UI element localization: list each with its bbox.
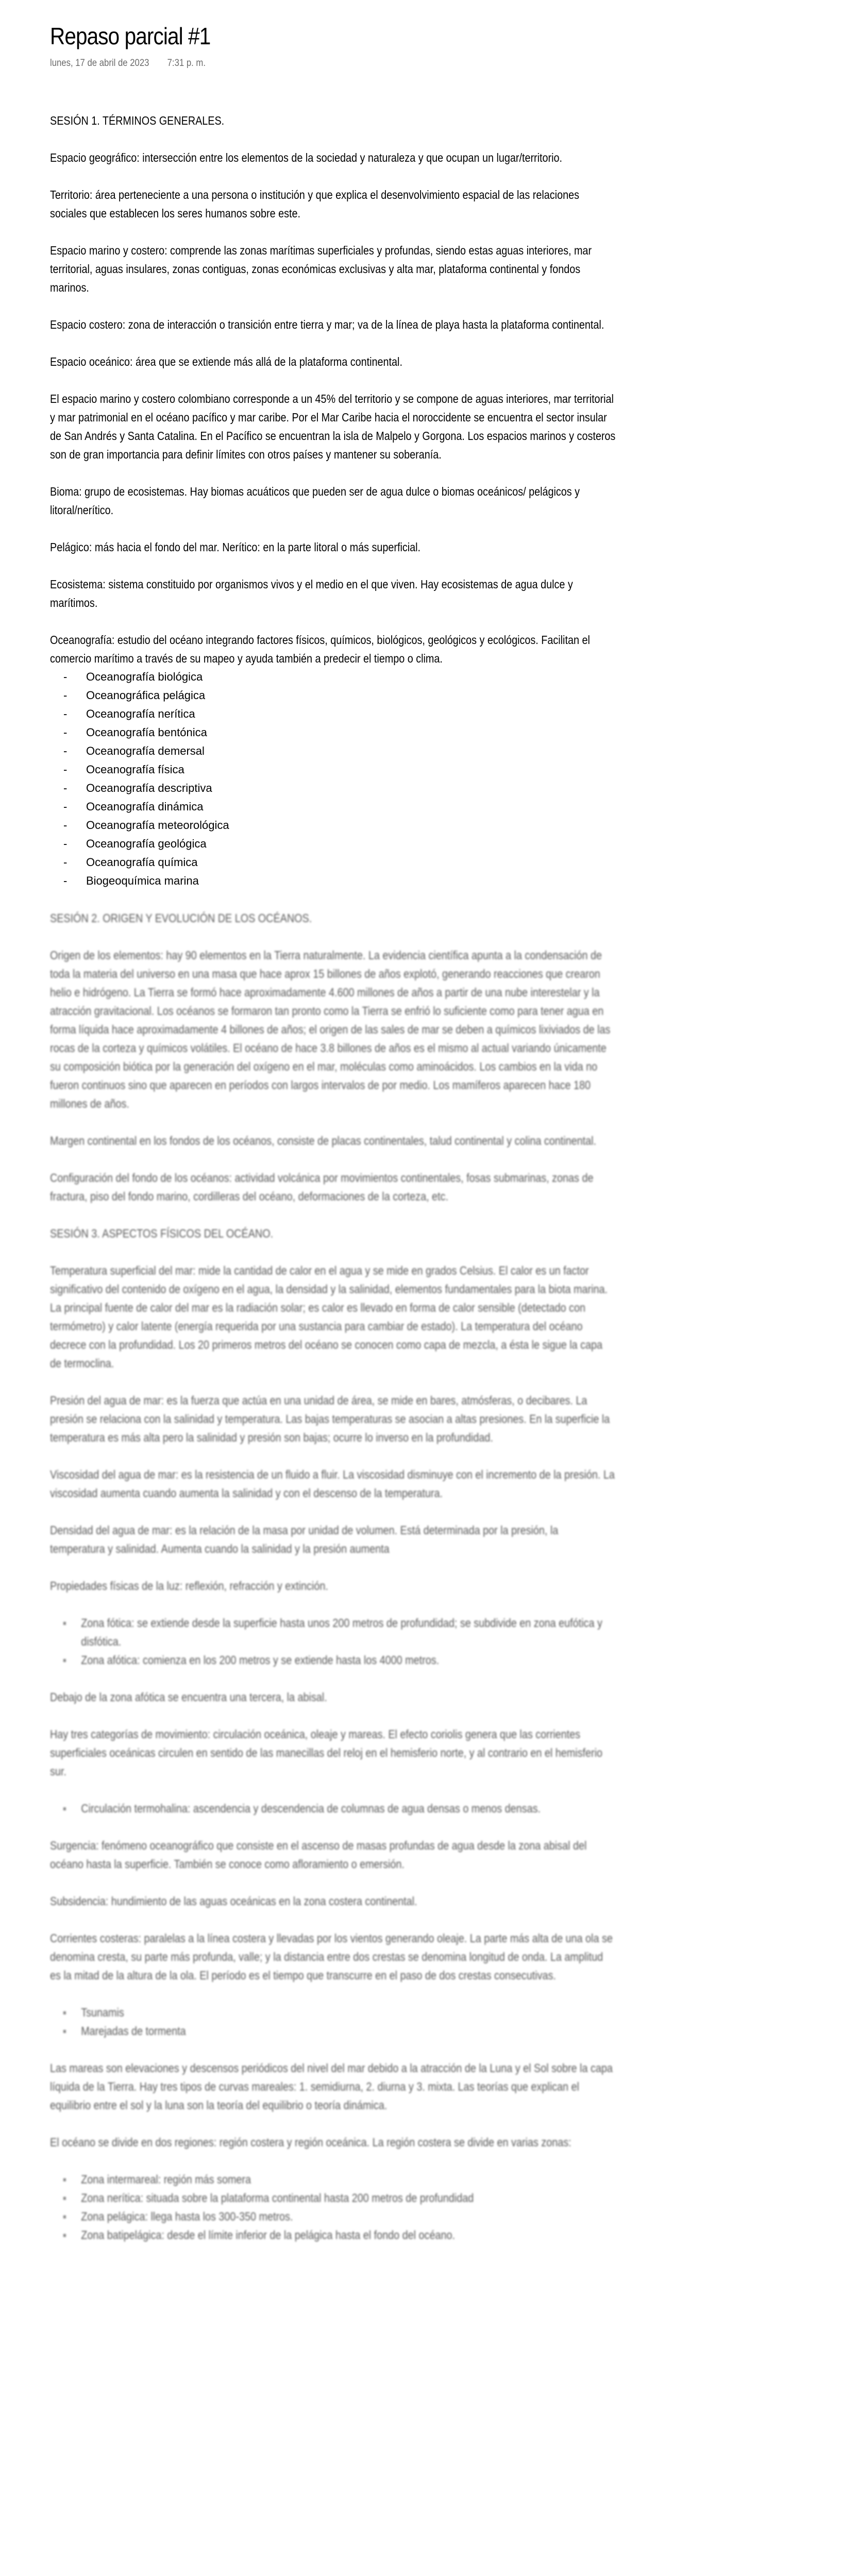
square-bullet-icon <box>63 1622 66 1625</box>
list-item: Zona fótica: se extiende desde la superficie hasta unos 200 metros de profundidad; se subdivide en zona eufótica y disfótica. <box>50 1614 608 1651</box>
list-item: - Biogeoquímica marina <box>50 872 617 890</box>
list-item: - Oceanografía biológica <box>50 668 617 686</box>
dash-bullet-icon: - <box>63 837 68 850</box>
paragraph-presion: Presión del agua de mar: es la fuerza que actúa en una unidad de área, se mide en bares, atmósferas, o decibares. La presión se relaciona con la salinidad y temperatura. Las bajas temperaturas se asocian a altas presiones. En la superficie la temperatura es más alta pero la salinidad y presión son bajas; ocurre lo inverso en la profundidad. <box>50 1394 610 1444</box>
circulation-list <box>50 1799 617 1818</box>
square-bullet-icon <box>63 2011 66 2014</box>
list-item: Marejadas de tormenta <box>50 2022 608 2040</box>
paragraph-subsidencia: Subsidencia: hundimiento de las aguas oceánicas en la zona costera continental. <box>50 1894 417 1908</box>
square-bullet-icon <box>63 2215 66 2218</box>
dash-bullet-icon: - <box>63 670 68 683</box>
list-item: - Oceanografía nerítica <box>50 705 617 723</box>
paragraph-mareas: Las mareas son elevaciones y descensos periódicos del nivel del mar debido a la atracción de la Luna y el Sol sobre la capa líquida de la Tierra. Hay tres tipos de curvas mareales: 1. semidiurna, 2. diurna y 3. mixta. Las teorías que explican el equilibrio entre el sol y la luna son la teoría del equilibrio o teoría dinámica. <box>50 2061 613 2112</box>
square-bullet-icon <box>63 2234 66 2237</box>
note-date: lunes, 17 de abril de 2023 <box>50 58 149 69</box>
list-item: - Oceanográfica pelágica <box>50 686 617 705</box>
paragraph-configuracion-fondo: Configuración del fondo de los océanos: actividad volcánica por movimientos continentales, fosas submarinas, zonas de fractura, piso del fondo marino, cordilleras del océano, deformaciones de la corteza, etc. <box>50 1171 594 1203</box>
paragraph-espacio-colombiano: El espacio marino y costero colombiano corresponde a un 45% del territorio y se compone de aguas interiores, mar territorial y mar patrimonial en el océano pacífico y mar caribe. Por el Mar Caribe hacia el noroccidente se encuentra el sector insular de San Andrés y Santa Catalina. En el Pacífico se encuentran la isla de Malpelo y Gorgona. Los espacios marinos y costeros son de gran importancia para definir límites con otros países y mantener su soberanía. <box>50 392 616 461</box>
list-item: - Oceanografía física <box>50 760 617 779</box>
list-item: - Oceanografía meteorológica <box>50 816 617 835</box>
dash-bullet-icon: - <box>63 819 68 832</box>
paragraph-densidad: Densidad del agua de mar: es la relación de la masa por unidad de volumen. Está determinada por la presión, la temperatura y salinidad. Aumenta cuando la salinidad y la presión aumenta <box>50 1523 559 1555</box>
dash-bullet-icon: - <box>63 689 68 702</box>
dash-bullet-icon: - <box>63 763 68 776</box>
list-item: - Oceanografía química <box>50 853 617 872</box>
paragraph-movimiento: Hay tres categorías de movimiento: circulación oceánica, oleaje y mareas. El efecto coriolis genera que las corrientes superficiales oceánicas circulen en sentido de las manecillas del reloj en el hemisferio norte, y al contrario en el hemisferio sur. <box>50 1727 602 1778</box>
paragraph-propiedades-luz: Propiedades físicas de la luz: reflexión, refracción y extinción. <box>50 1579 328 1592</box>
paragraph-espacio-costero: Espacio costero: zona de interacción o transición entre tierra y mar; va de la línea de playa hasta la plataforma continental. <box>50 318 604 331</box>
dash-bullet-icon: - <box>63 744 68 757</box>
paragraph-espacio-oceanico: Espacio oceánico: área que se extiende más allá de la plataforma continental. <box>50 355 402 368</box>
section-2-heading: SESIÓN 2. ORIGEN Y EVOLUCIÓN DE LOS OCÉANOS. <box>50 911 312 925</box>
paragraph-origen-elementos: Origen de los elementos: hay 90 elementos en la Tierra naturalmente. La evidencia científica apunta a la condensación de toda la materia del universo en una masa que hace aprox 15 billones de años explotó, generando reacciones que crearon helio e hidrógeno. La Tierra se formó hace aproximadamente 4.600 millones de años a partir de una nube interestelar y la atracción gravitacional. Los océanos se formaron tan pronto como la Tierra se enfrió lo suficiente como para tener agua en forma líquida hace aproximadamente 4 billones de años; el origen de las sales de mar se deben a químicos lixiviados de las rocas de la corteza y químicos volátiles. El océano de hace 3.8 billones de años es el mismo al actual variando únicamente su composición biótica por la generación del oxígeno en el mar, moléculas como aminoácidos. Los cambios en la vida no fueron continuos sino que aparecen en períodos con largos intervalos de por medio. Los mamíferos aparecen hace 180 millones de años. <box>50 948 611 1110</box>
paragraph-surgencia: Surgencia: fenómeno oceanográfico que consiste en el ascenso de masas profundas de agua desde la zona abisal del océano hasta la superficie. También se conoce como afloramiento o emersión. <box>50 1839 587 1871</box>
dash-bullet-icon: - <box>63 874 68 887</box>
paragraph-regiones-oceano: El océano se divide en dos regiones: región costera y región oceánica. La región costera se divide en varias zonas: <box>50 2136 571 2149</box>
paragraph-ecosistema: Ecosistema: sistema constituido por organismos vivos y el medio en el que viven. Hay ecosistemas de agua dulce y marítimos. <box>50 578 573 609</box>
list-item: Circulación termohalina: ascendencia y descendencia de columnas de agua densas o menos densas. <box>50 1799 608 1818</box>
blurred-content <box>50 909 617 2244</box>
list-item: Tsunamis <box>50 2003 608 2022</box>
dash-bullet-icon: - <box>63 856 68 869</box>
light-zones-list <box>50 1614 617 1669</box>
paragraph-corrientes-costeras: Corrientes costeras: paralelas a la línea costera y llevadas por los vientos generando oleaje. La parte más alta de una ola se denomina cresta, su parte más profunda, valle; y la distancia entre dos crestas se denomina longitud de onda. La amplitud es la mitad de la altura de la ola. El período es el tiempo que transcurre en el paso de dos crestas consecutivas. <box>50 1931 613 1982</box>
square-bullet-icon <box>63 2030 66 2033</box>
note-page <box>50 21 617 2263</box>
note-body[interactable] <box>50 111 617 2244</box>
list-item: Zona intermareal: región más somera <box>50 2170 608 2189</box>
section-3-heading: SESIÓN 3. ASPECTOS FÍSICOS DEL OCÉANO. <box>50 1227 274 1240</box>
square-bullet-icon <box>63 1659 66 1662</box>
list-item: Zona batipelágica: desde el límite inferior de la pelágica hasta el fondo del océano. <box>50 2226 608 2244</box>
list-item: - Oceanografía descriptiva <box>50 779 617 798</box>
list-item: Zona afótica: comienza en los 200 metros y se extiende hasta los 4000 metros. <box>50 1651 608 1669</box>
paragraph-pelagico: Pelágico: más hacia el fondo del mar. Nerítico: en la parte litoral o más superficial. <box>50 540 421 554</box>
oceanography-branches-list <box>50 668 617 890</box>
section-1-heading: SESIÓN 1. TÉRMINOS GENERALES. <box>50 114 225 127</box>
paragraph-viscosidad: Viscosidad del agua de mar: es la resistencia de un fluido a fluir. La viscosidad disminuye con el incremento de la presión. La viscosidad aumenta cuando aumenta la salinidad y con el descenso de la temperatura. <box>50 1468 615 1500</box>
coastal-zones-list <box>50 2170 617 2244</box>
square-bullet-icon <box>63 2197 66 2200</box>
list-item: Zona nerítica: situada sobre la plataforma continental hasta 200 metros de profundidad <box>50 2189 608 2207</box>
dash-bullet-icon: - <box>63 707 68 720</box>
square-bullet-icon <box>63 2178 66 2181</box>
square-bullet-icon <box>63 1807 66 1810</box>
paragraph-territorio: Territorio: área perteneciente a una persona o institución y que explica el desenvolvimiento espacial de las relaciones sociales que establecen los seres humanos sobre este. <box>50 188 579 220</box>
paragraph-temperatura: Temperatura superficial del mar: mide la cantidad de calor en el agua y se mide en grados Celsius. El calor es un factor significativo del contenido de oxígeno en el agua, la densidad y la salinidad, elementos fundamentales para la biota marina. La principal fuente de calor del mar es la radiación solar; es calor es llevado en forma de calor sensible (detectado con termómetro) y calor latente (energía requerida por una sustancia para cambiar de estado). La temperatura del océano decrece con la profundidad. Los 20 primeros metros del océano se conocen como capa de mezcla, a ésta le sigue la capa de termoclina. <box>50 1264 608 1370</box>
dash-bullet-icon: - <box>63 782 68 794</box>
list-item: - Oceanografía dinámica <box>50 798 617 816</box>
list-item: - Oceanografía geológica <box>50 835 617 853</box>
paragraph-espacio-geografico: Espacio geográfico: intersección entre los elementos de la sociedad y naturaleza y que ocupan un lugar/territorio. <box>50 151 562 164</box>
list-item: Zona pelágica: llega hasta los 300-350 metros. <box>50 2207 608 2226</box>
dash-bullet-icon: - <box>63 726 68 739</box>
list-item: - Oceanografía bentónica <box>50 723 617 742</box>
page-title[interactable]: Repaso parcial #1 <box>50 23 211 49</box>
paragraph-zona-abisal: Debajo de la zona afótica se encuentra una tercera, la abisal. <box>50 1690 327 1704</box>
paragraph-oceanografia: Oceanografía: estudio del océano integrando factores físicos, químicos, biológicos, geológicos y ecológicos. Facilitan el comercio marítimo a través de su mapeo y ayuda también a predecir el tiempo o clima. <box>50 633 590 665</box>
paragraph-bioma: Bioma: grupo de ecosistemas. Hay biomas acuáticos que pueden ser de agua dulce o biomas oceánicos/ pelágicos y litoral/nerítico. <box>50 485 580 517</box>
paragraph-espacio-marino-costero: Espacio marino y costero: comprende las zonas marítimas superficiales y profundas, siendo estas aguas interiores, mar territorial, aguas insulares, zonas contiguas, zonas económicas exclusivas y alta mar, plataforma continental y fondos marinos. <box>50 244 592 294</box>
list-item: - Oceanografía demersal <box>50 742 617 760</box>
paragraph-margen-continental: Margen continental en los fondos de los océanos, consiste de placas continentales, talud continental y colina continental. <box>50 1134 597 1147</box>
wave-types-list <box>50 2003 617 2040</box>
dash-bullet-icon: - <box>63 800 68 813</box>
note-timestamp <box>50 58 549 69</box>
note-time: 7:31 p. m. <box>167 58 206 69</box>
